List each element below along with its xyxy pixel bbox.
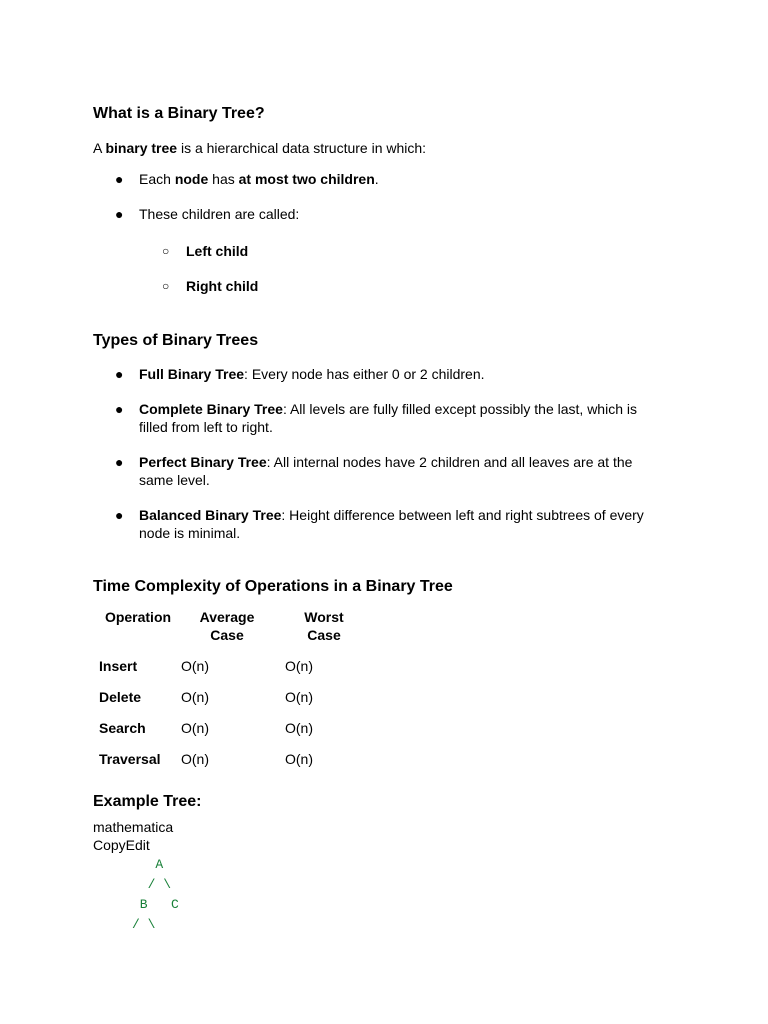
list-item: ● Each node has at most two children. [115, 171, 379, 187]
copy-edit-button[interactable]: CopyEdit [93, 837, 150, 853]
table-cell: Search [99, 720, 146, 736]
sub-list-item: ○ Right child [162, 278, 259, 294]
list-item: ● Full Binary Tree: Every node has either 0 or 2 children. [115, 366, 485, 382]
bullet-icon: ● [115, 507, 124, 523]
table-cell: O(n) [285, 689, 313, 705]
table-cell: Insert [99, 658, 138, 674]
table-header: Worst Case [304, 609, 344, 643]
circle-bullet-icon: ○ [162, 244, 170, 258]
bullet-icon: ● [115, 401, 124, 417]
code-language-label: mathematica [93, 819, 174, 835]
bullet-icon: ● [115, 206, 124, 222]
table-cell: Traversal [99, 751, 161, 767]
table-header: Operation [104, 609, 172, 625]
heading-what-is-binary-tree: What is a Binary Tree? [93, 105, 265, 122]
table-cell: O(n) [285, 720, 313, 736]
table-cell: O(n) [181, 751, 209, 767]
bullet-icon: ● [115, 454, 124, 470]
table-cell: O(n) [181, 689, 209, 705]
heading-example-tree: Example Tree: [93, 793, 202, 810]
bullet-icon: ● [115, 171, 124, 187]
heading-types-of-binary-trees: Types of Binary Trees [93, 332, 259, 349]
table-header: Average Case [199, 609, 255, 643]
list-item: ● These children are called: [115, 206, 300, 222]
list-item: ● Complete Binary Tree: All levels are fully filled except possibly the last, which is filled from left to right. [115, 401, 637, 435]
table-cell: O(n) [181, 720, 209, 736]
intro-paragraph: A binary tree is a hierarchical data structure in which: [93, 140, 427, 156]
table-cell: O(n) [285, 751, 313, 767]
list-item: ● Balanced Binary Tree: Height difference between left and right subtrees of every node is minimal. [115, 507, 644, 541]
heading-time-complexity: Time Complexity of Operations in a Binary Tree [93, 578, 453, 595]
table-cell: O(n) [181, 658, 209, 674]
sub-list-item: ○ Left child [162, 243, 249, 259]
table-cell: O(n) [285, 658, 313, 674]
table-cell: Delete [99, 689, 142, 705]
list-item: ● Perfect Binary Tree: All internal nodes have 2 children and all leaves are at the same level. [115, 454, 633, 488]
bullet-icon: ● [115, 366, 124, 382]
code-block: A / \ B C / \ [132, 857, 179, 932]
circle-bullet-icon: ○ [162, 279, 170, 293]
